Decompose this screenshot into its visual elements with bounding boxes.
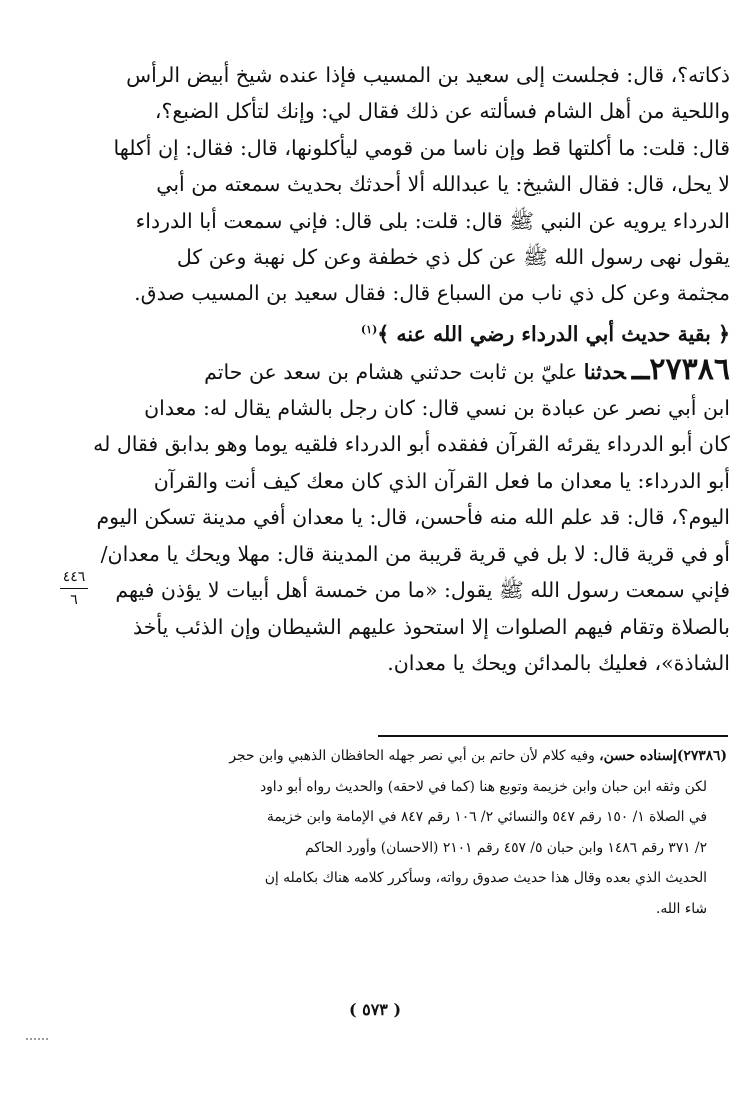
footnote-separator <box>378 735 728 737</box>
text-line: واللحية من أهل الشام فسألته عن ذلك فقال لي: وإنك لتأكل الضبع؟، <box>154 99 730 124</box>
main-text <box>70 57 730 681</box>
hadith-lead: حدثنا <box>583 359 626 384</box>
scan-speck <box>26 1038 50 1040</box>
margin-ref-divider <box>60 588 88 589</box>
footnote-line: في الصلاة ١/ ١٥٠ رقم ٥٤٧ والنسائي ٢/ ١٠٦ رقم ٨٤٧ في الإمامة وابن خزيمة <box>266 809 707 825</box>
text-line: أبو الدرداء: يا معدان ما فعل القرآن الذي كان معك كيف أنت والقرآن <box>153 468 730 493</box>
text-line: ابن أبي نصر عن عبادة بن نسي قال: كان رجل بالشام يقال له: معدان <box>144 396 730 421</box>
text-line: اليوم؟، قال: قد علم الله منه فأحسن، قال: يا معدان أفي مدينة تسكن اليوم <box>96 505 730 530</box>
margin-ref-top: ٤٤٦ <box>62 569 86 585</box>
text-line: ذكاته؟، قال: فجلست إلى سعيد بن المسيب فإذا عنده شيخ أبيض الرأس <box>126 63 730 87</box>
text-line: مجثمة وعن كل ذي ناب من السباع قال: فقال سعيد بن المسيب صدق. <box>134 281 730 306</box>
footnote-first-line-text: وفيه كلام لأن حاتم بن أبي نصر جهله الحافظان الذهبي وابن حجر <box>229 748 600 764</box>
footnote-number: (٢٧٣٨٦) <box>676 748 727 764</box>
page-number: ( ٥٧٣ ) <box>348 1000 402 1019</box>
footnote-line: لكن وثقه ابن حبان وابن خزيمة وتوبع هنا (كما في لاحقه) والحديث رواه أبو داود <box>259 778 707 795</box>
text-line: يقول نهى رسول الله ﷺ عن كل ذي خطفة وعن كل نهبة وعن كل <box>176 245 730 270</box>
text-line: كان أبو الدرداء يقرئه القرآن ففقده أبو الدرداء فلقيه يوما وهو بدابق فقال له <box>93 432 730 457</box>
footnote-line: الحديث الذي بعده وقال هذا حديث صدوق رواته، وسأكرر كلامه هناك بكامله إن <box>264 870 707 886</box>
footnote-lead: إسناده حسن، <box>599 748 677 764</box>
text-line: فإني سمعت رسول الله ﷺ يقول: «ما من خمسة أهل أبيات لا يؤذن فيهم <box>115 578 730 603</box>
section-heading-text: ﴿ بقية حديث أبي الدرداء رضي الله عنه ﴾ <box>377 321 730 346</box>
text-line: بالصلاة وتقام فيهم الصلوات إلا استحوذ عليهم الشيطان وإن الذئب يأخذ <box>133 614 730 639</box>
footnote-marker: (١) <box>360 322 378 336</box>
footnote-line: ٢/ ٣٧١ رقم ١٤٨٦ وابن حبان ٥/ ٤٥٧ رقم ٢١٠١ (الاحسان) وأورد الحاكم <box>305 839 707 856</box>
footnote-line: شاء الله. <box>655 900 707 917</box>
text-line: لا يحل، قال: فقال الشيخ: يا عبدالله ألا أحدثك بحديث سمعته من أبي <box>156 172 730 197</box>
margin-ref-bottom: ٦ <box>70 592 78 608</box>
text-line: قال: قلت: ما أكلتها قط وإن ناسا من قومي ليأكلونها، قال: فقال: إن أكلها <box>113 135 730 160</box>
section-heading <box>70 312 730 352</box>
footnotes <box>55 741 727 924</box>
footnote-first-line <box>55 741 727 772</box>
text-line: الشاذة»، فعليك بالمدائن ويحك يا معدان. <box>387 650 730 675</box>
text-line: أو في قرية قال: لا بل في قرية قريبة من المدينة قال: مهلا ويحك يا معدان/ <box>100 541 730 566</box>
hadith-number: ٢٧٣٨٦ــ <box>631 351 730 387</box>
hadith-first-line <box>70 352 730 390</box>
margin-volume-reference <box>56 568 92 609</box>
hadith-first-line-text: عليّ بن ثابت حدثني هشام بن سعد عن حاتم <box>204 359 584 384</box>
text-line: الدرداء يرويه عن النبي ﷺ قال: قلت: بلى قال: فإني سمعت أبا الدرداء <box>135 208 730 233</box>
